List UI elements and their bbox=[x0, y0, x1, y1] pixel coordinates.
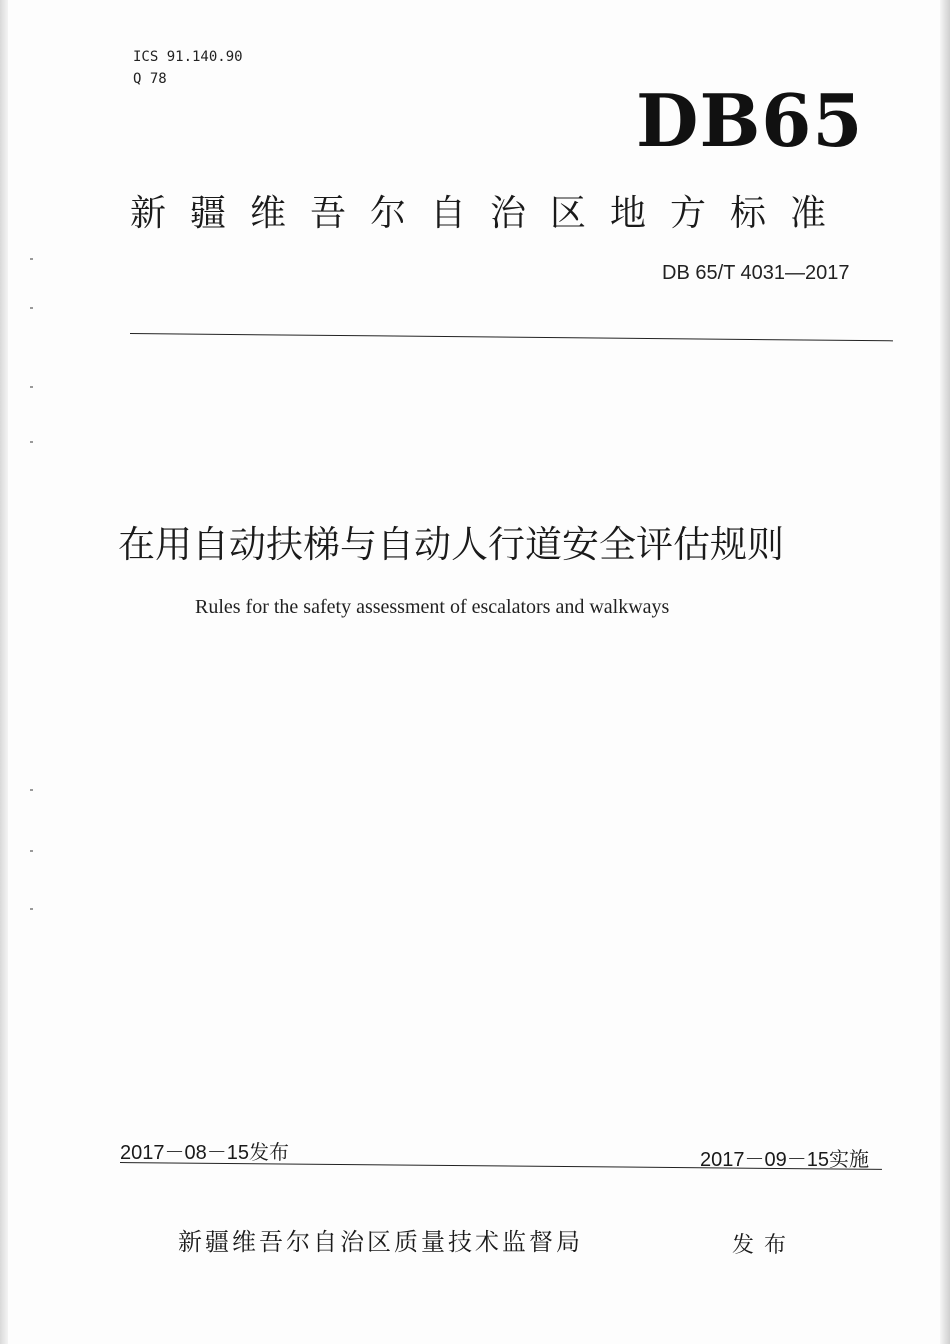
publisher: 新疆维吾尔自治区质量技术监督局 bbox=[178, 1228, 583, 1256]
scan-edge-right bbox=[940, 0, 950, 1344]
standard-code: DB65 bbox=[636, 78, 864, 163]
scan-edge-left bbox=[0, 0, 8, 1344]
scan-speck bbox=[30, 258, 33, 260]
scan-speck bbox=[30, 307, 33, 309]
scan-speck bbox=[30, 850, 33, 852]
standard-type: 新疆维吾尔自治区地方标准 bbox=[130, 193, 851, 234]
scan-speck bbox=[30, 908, 33, 910]
publish-label: 发布 bbox=[732, 1233, 797, 1258]
document-title-chinese: 在用自动扶梯与自动人行道安全评估规则 bbox=[118, 523, 784, 566]
scan-speck bbox=[30, 386, 33, 388]
header-divider bbox=[130, 333, 893, 341]
implementation-date: 2017－09－15实施 bbox=[700, 1149, 869, 1171]
document-title-english: Rules for the safety assessment of escalators and walkways bbox=[195, 596, 670, 618]
issue-date: 2017－08－15发布 bbox=[120, 1142, 289, 1164]
classification-codes bbox=[133, 46, 243, 90]
scan-speck bbox=[30, 789, 33, 791]
standard-number: DB 65/T 4031—2017 bbox=[662, 262, 850, 284]
ics-code: ICS 91.140.90 bbox=[133, 49, 243, 65]
category-code: Q 78 bbox=[133, 71, 167, 87]
scan-speck bbox=[30, 441, 33, 443]
